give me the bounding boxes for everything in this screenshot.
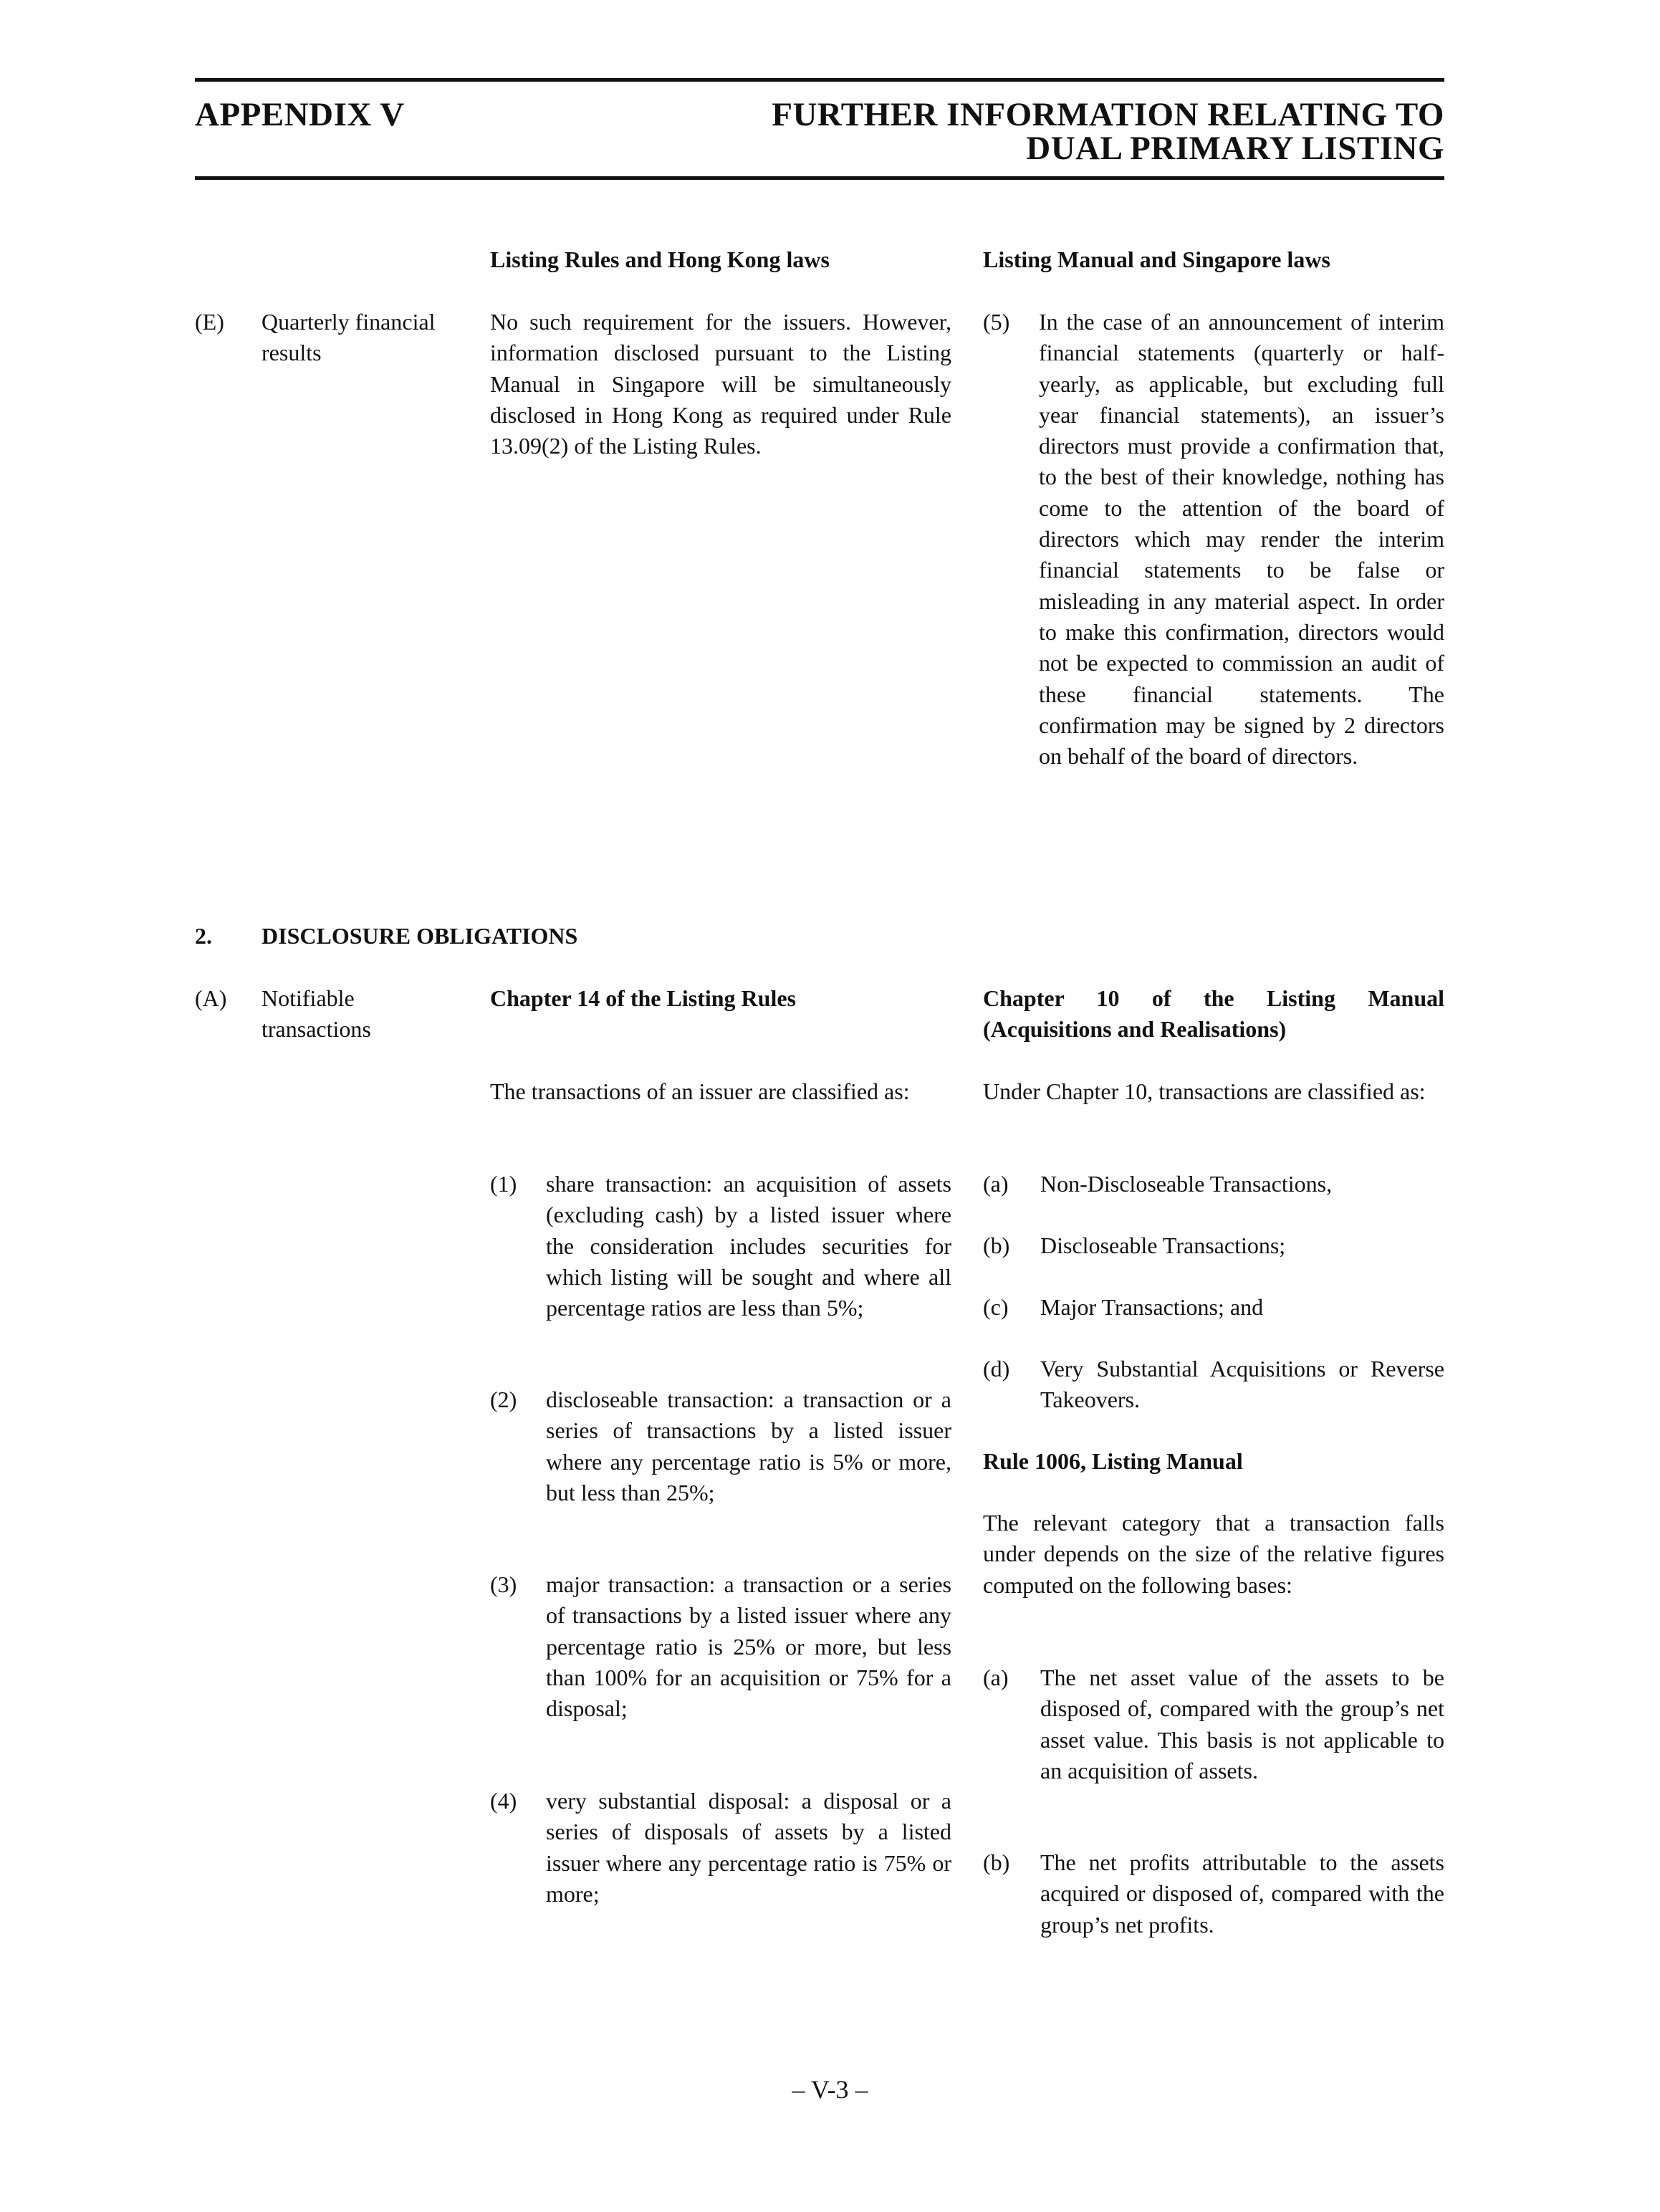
sg-basis-a-text: The net asset value of the assets to be disposed of, compared with the group’s net asset value. This basis is not applicable to an acquisition of assets. bbox=[1040, 1665, 1444, 1784]
sg-item-b-text: Discloseable Transactions; bbox=[1040, 1232, 1286, 1258]
section-2-title: DISCLOSURE OBLIGATIONS bbox=[262, 923, 578, 949]
sg-item-a-text: Non-Discloseable Transactions, bbox=[1040, 1171, 1333, 1197]
sg-item-c-text: Major Transactions; and bbox=[1040, 1294, 1264, 1320]
section-a-sg-intro: Under Chapter 10, transactions are classified as: bbox=[983, 1078, 1426, 1104]
sg-item-d-text: Very Substantial Acquisitions or Reverse Takeovers. bbox=[1040, 1356, 1444, 1413]
section-e-hk-text: No such requirement for the issuers. However, information disclosed pursuant to the Listing Manual in Singapore will be simultaneously disclosed in Hong Kong as required under Rule 13.09(2) of the Listing Rules. bbox=[490, 309, 951, 459]
header-title-line2: DUAL PRIMARY LISTING bbox=[1026, 130, 1444, 167]
section-a-marker: (A) bbox=[195, 985, 227, 1011]
sg-item-d-marker: (d) bbox=[983, 1356, 1010, 1382]
section-2-number: 2. bbox=[195, 923, 212, 949]
column-heading-hk: Listing Rules and Hong Kong laws bbox=[490, 246, 830, 272]
hk-item-2-text: discloseable transaction: a transaction or a series of transactions by a listed issuer where any percentage ratio is 5% or more, but less than 25%; bbox=[546, 1387, 951, 1505]
section-a-hk-heading: Chapter 14 of the Listing Rules bbox=[490, 985, 796, 1011]
sg-basis-b-marker: (b) bbox=[983, 1849, 1010, 1875]
hk-item-3-marker: (3) bbox=[490, 1571, 517, 1597]
section-a-sg-heading: Chapter 10 of the Listing Manual (Acquisitions and Realisations) bbox=[983, 985, 1444, 1043]
header-bottom-rule bbox=[195, 176, 1444, 180]
hk-item-1-text: share transaction: an acquisition of assets (excluding cash) by a listed issuer where the consideration includes securities for which listing will be sought and where all percentage ratios are less than 5%; bbox=[546, 1171, 951, 1321]
appendix-title: APPENDIX V bbox=[195, 96, 405, 133]
section-e-marker: (E) bbox=[195, 309, 224, 335]
sg-item-c-marker: (c) bbox=[983, 1294, 1009, 1320]
section-e-sg-marker: (5) bbox=[983, 309, 1010, 335]
section-a-label: Notifiable transactions bbox=[262, 985, 371, 1043]
sg-rule-intro: The relevant category that a transaction falls under depends on the size of the relative figures computed on the following bases: bbox=[983, 1510, 1444, 1598]
sg-basis-b-text: The net profits attributable to the assets acquired or disposed of, compared with the group’s net profits. bbox=[1040, 1849, 1444, 1938]
page-number: – V-3 – bbox=[792, 2075, 868, 2104]
hk-item-2-marker: (2) bbox=[490, 1387, 517, 1412]
header-top-rule bbox=[195, 78, 1444, 82]
section-a-hk-intro: The transactions of an issuer are classified as: bbox=[490, 1078, 910, 1104]
sg-item-a-marker: (a) bbox=[983, 1171, 1009, 1197]
sg-basis-a-marker: (a) bbox=[983, 1665, 1009, 1690]
header-title-line1: FURTHER INFORMATION RELATING TO bbox=[772, 96, 1444, 133]
hk-item-3-text: major transaction: a transaction or a series of transactions by a listed issuer where any percentage ratio is 25% or more, but less than 100% for an acquisition or 75% for a disposal; bbox=[546, 1571, 951, 1722]
column-heading-sg: Listing Manual and Singapore laws bbox=[983, 246, 1330, 272]
section-e-sg-text: In the case of an announcement of interim financial statements (quarterly or half-yearly, as applicable, but excluding full year financial statements), an issuer’s directors must provide a confirmation that, to the best of their knowledge, nothing has come to the attention of the board of directors which may render the interim financial statements to be false or misleading in any material aspect. In order to make this confirmation, directors would not be expected to commission an audit of these financial statements. The confirmation may be signed by 2 directors on behalf of the board of directors. bbox=[1039, 309, 1444, 770]
sg-item-b-marker: (b) bbox=[983, 1232, 1010, 1258]
hk-item-1-marker: (1) bbox=[490, 1171, 517, 1197]
hk-item-4-text: very substantial disposal: a disposal or a series of disposals of assets by a listed issuer where any percentage ratio is 75% or more; bbox=[546, 1788, 951, 1907]
sg-rule-heading: Rule 1006, Listing Manual bbox=[983, 1448, 1243, 1474]
section-e-label: Quarterly financial results bbox=[262, 309, 436, 366]
hk-item-4-marker: (4) bbox=[490, 1788, 517, 1814]
